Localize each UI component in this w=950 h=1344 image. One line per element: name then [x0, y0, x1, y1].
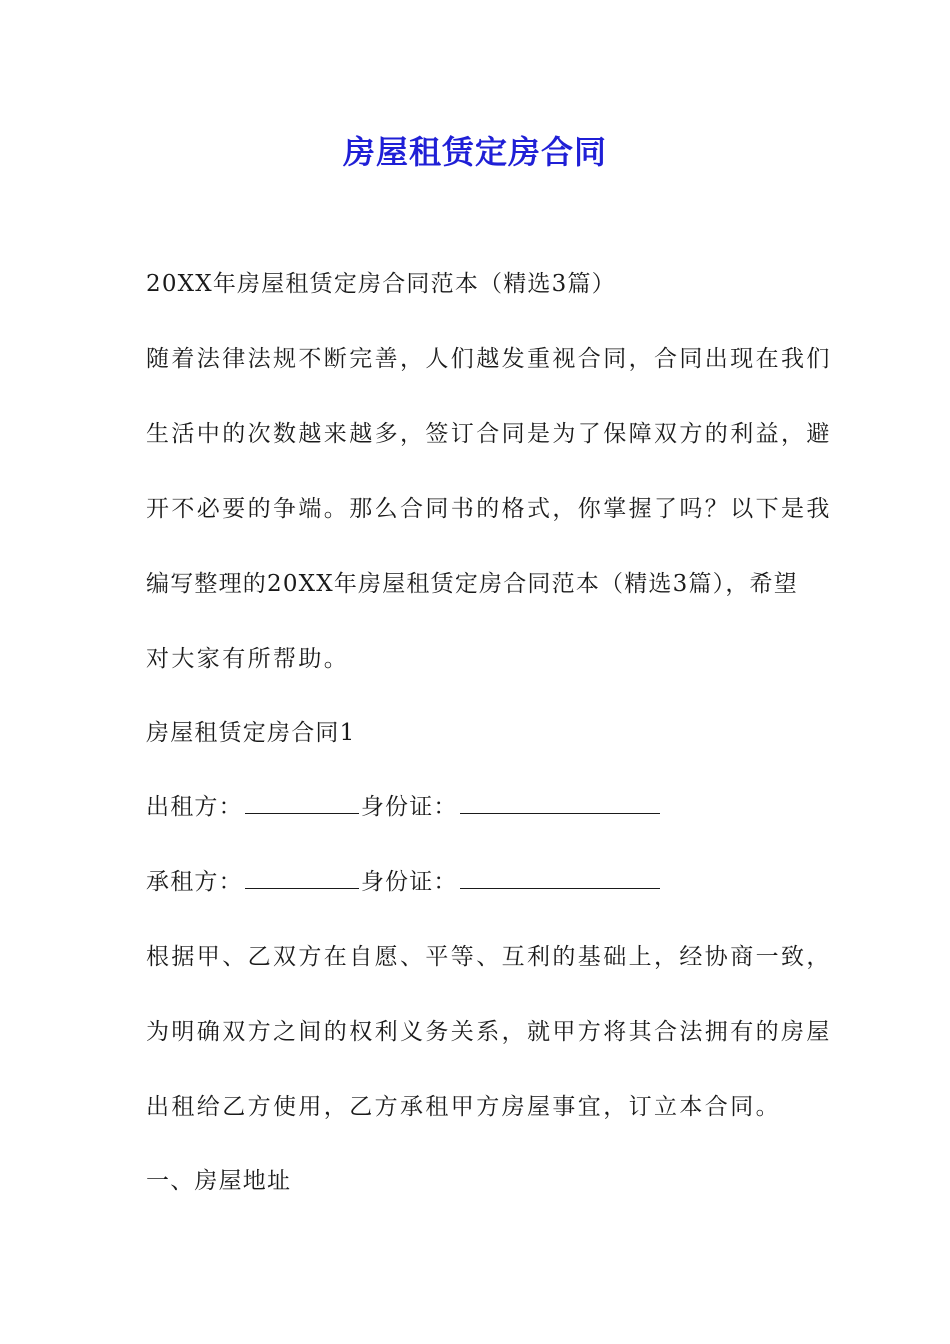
body-line-1: 根据甲、乙双方在自愿、平等、互利的基础上，经协商一致， [146, 944, 832, 970]
intro-line-4: 编写整理的20XX年房屋租赁定房合同范本（精选3篇），希望 [146, 571, 798, 597]
lessee-id-blank [460, 868, 660, 889]
lessee-id-label: 身份证： [360, 869, 458, 895]
lessor-label: 出租方： [146, 794, 243, 820]
section-heading: 房屋租赁定房合同1 [146, 720, 356, 746]
intro-line-1: 随着法律法规不断完善，人们越发重视合同，合同出现在我们 [146, 346, 832, 372]
lessee-label: 承租方： [146, 869, 243, 895]
lessee-name-blank [245, 868, 359, 889]
document-subtitle: 20XX年房屋租赁定房合同范本（精选3篇） [146, 271, 616, 297]
lessor-id-label: 身份证： [360, 794, 458, 820]
intro-line-2: 生活中的次数越来越多，签订合同是为了保障双方的利益，避 [146, 421, 832, 447]
body-line-3: 出租给乙方使用，乙方承租甲方房屋事宜，订立本合同。 [146, 1094, 781, 1120]
lessor-name-blank [245, 793, 359, 814]
intro-line-3: 开不必要的争端。那么合同书的格式，你掌握了吗？以下是我 [146, 496, 832, 522]
body-line-2: 为明确双方之间的权利义务关系，就甲方将其合法拥有的房屋 [146, 1019, 832, 1045]
lessee-row [146, 866, 816, 898]
lessor-id-blank [460, 793, 660, 814]
document-title: 房屋租赁定房合同 [342, 133, 607, 171]
lessor-row [146, 791, 816, 823]
clause-1-heading: 一、房屋地址 [146, 1168, 292, 1194]
intro-line-5: 对大家有所帮助。 [146, 646, 350, 672]
